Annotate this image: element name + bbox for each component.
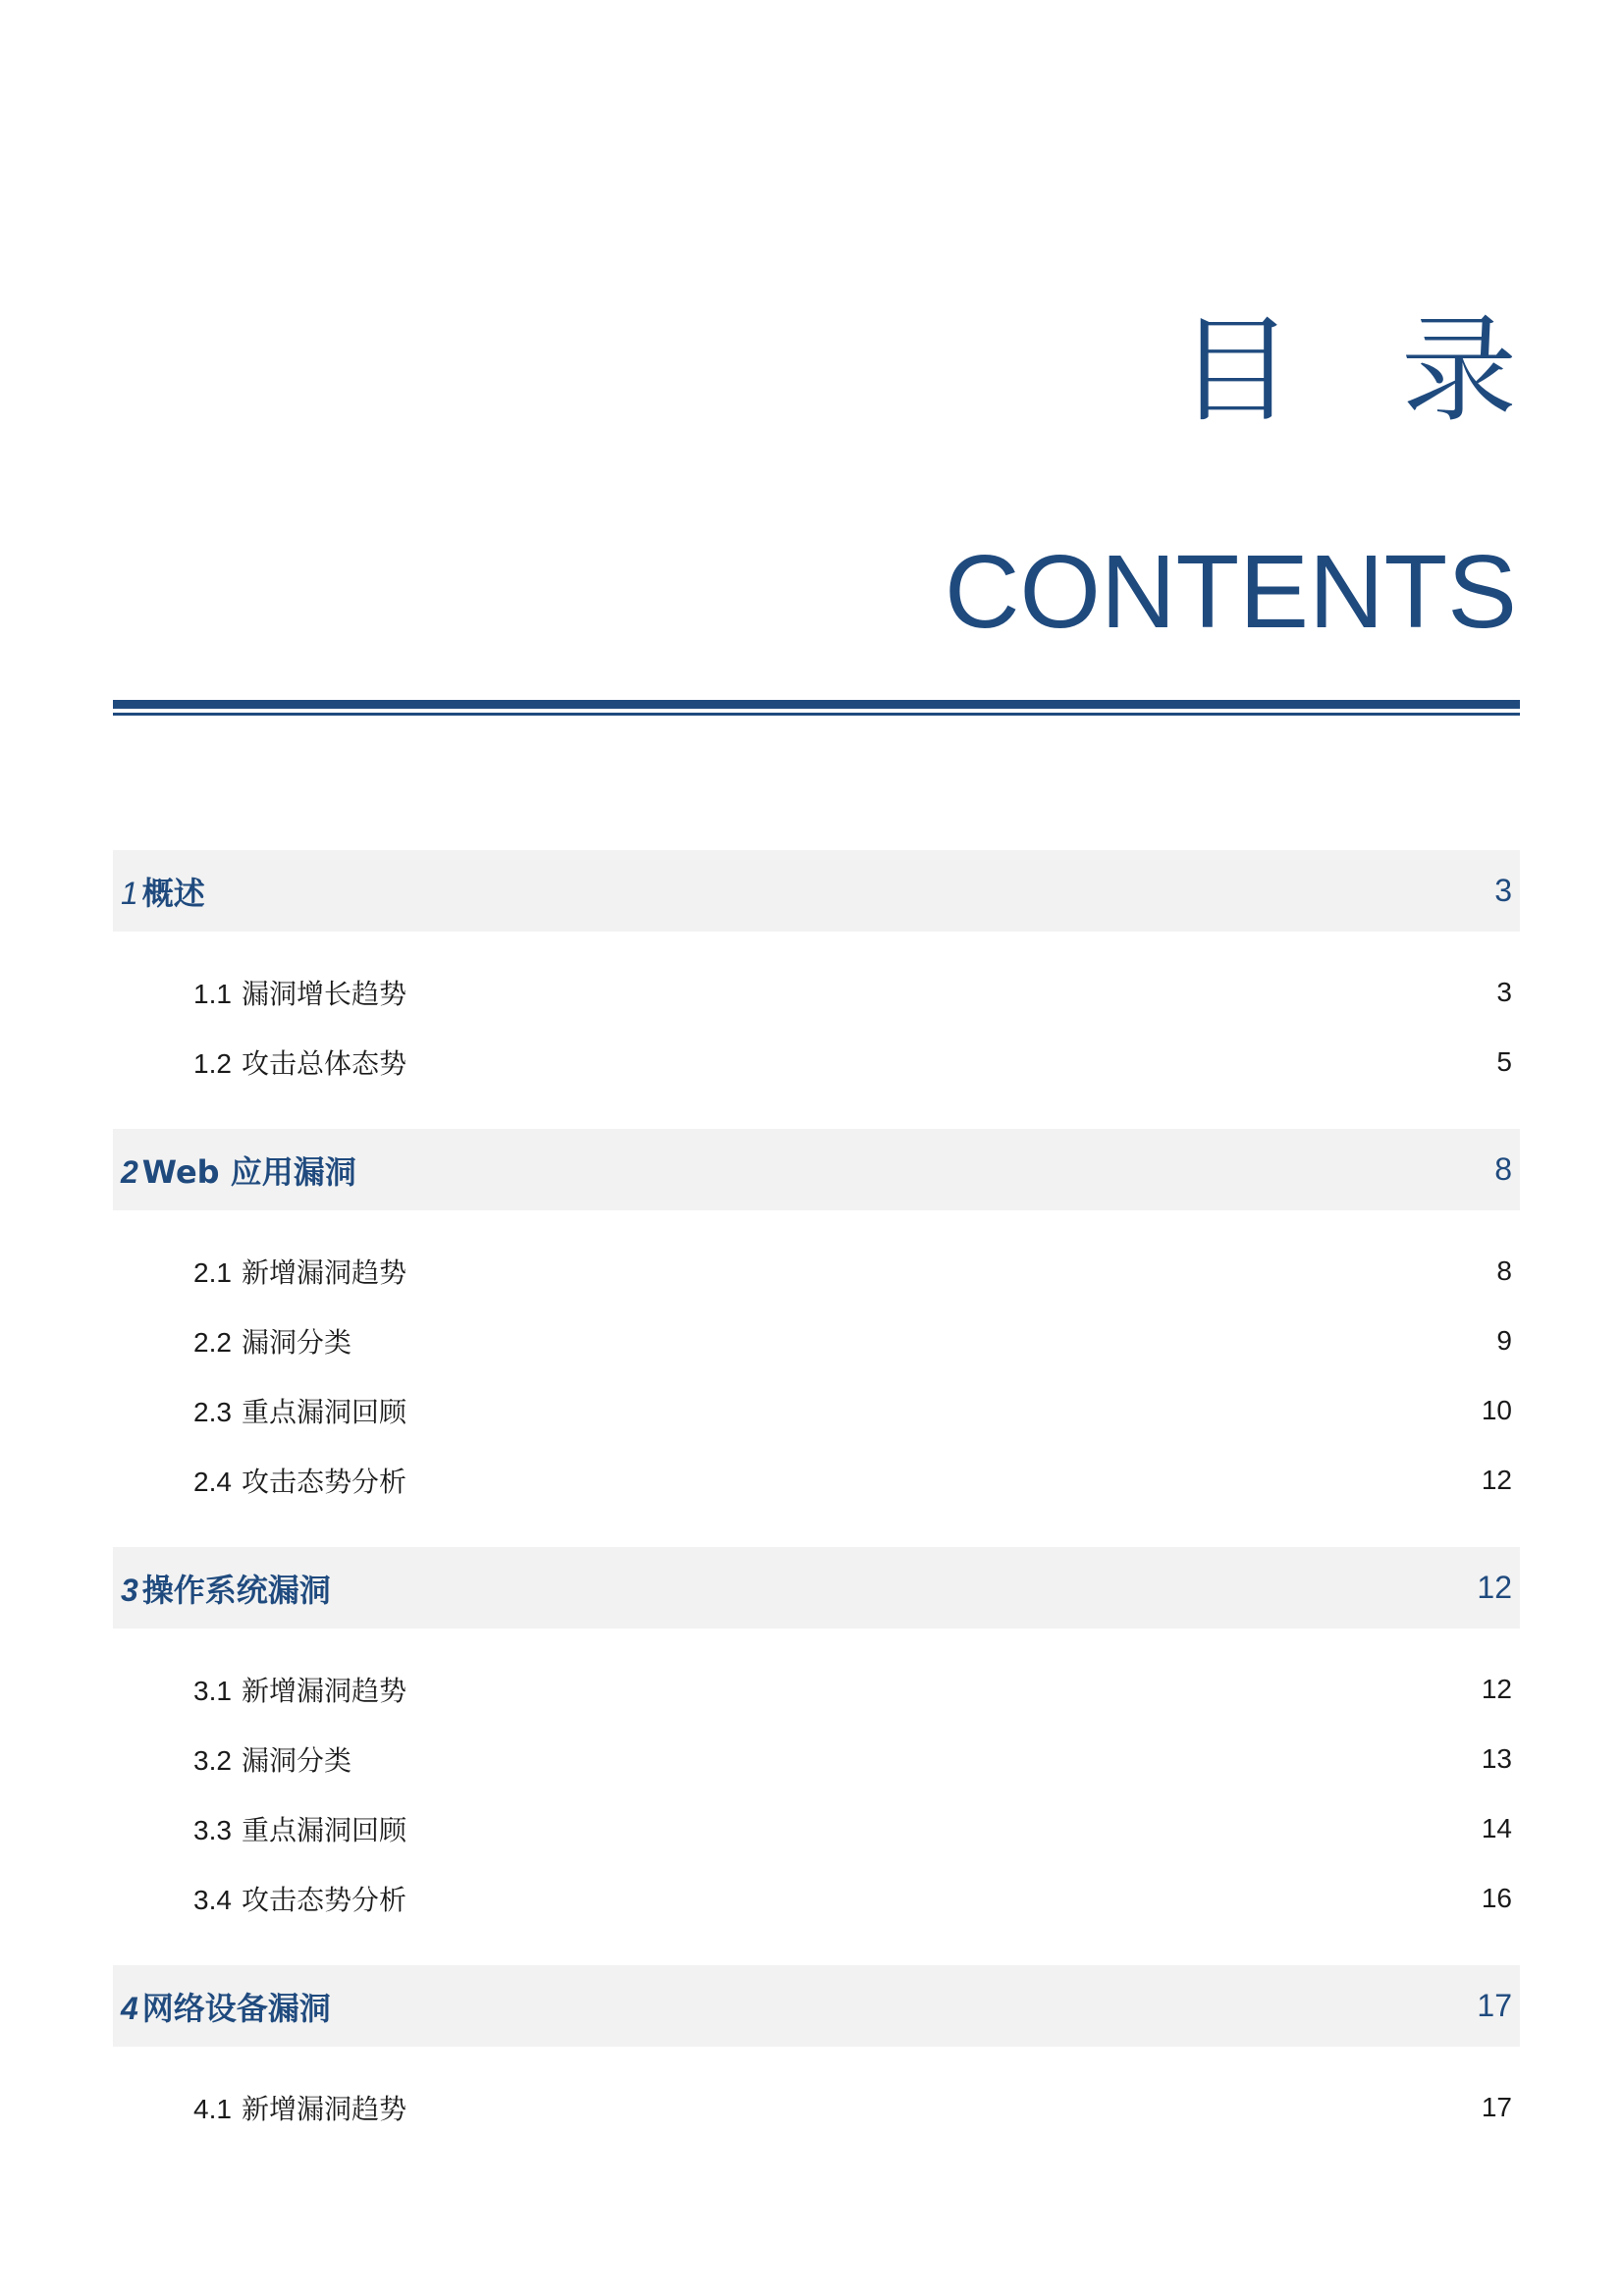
chapter-page-number: 3 [1494, 873, 1512, 908]
toc-section-4-1[interactable] [113, 2072, 1520, 2142]
section-heading [113, 2088, 406, 2127]
header-divider-thin [113, 713, 1520, 716]
section-title: 攻击态势分析 [241, 1465, 406, 1498]
toc-chapter-4[interactable] [113, 1965, 1520, 2047]
section-heading [113, 973, 406, 1012]
chapter-heading [113, 1984, 331, 2029]
toc-chapter-1[interactable] [113, 850, 1520, 932]
section-number: 1.2 [193, 1047, 232, 1079]
section-page-number: 14 [1481, 1812, 1512, 1843]
section-title: 漏洞分类 [241, 1743, 352, 1777]
section-title: 重点漏洞回顾 [241, 1813, 406, 1846]
chapter-heading [113, 1566, 331, 1611]
toc-section-3-1[interactable] [113, 1654, 1520, 1724]
toc-title-english: CONTENTS [945, 534, 1517, 650]
section-number: 2.3 [193, 1396, 232, 1427]
section-number: 4.1 [193, 2093, 232, 2124]
toc-chapter-2[interactable] [113, 1129, 1520, 1210]
toc-section-3-3[interactable] [113, 1793, 1520, 1863]
chapter-title: Web 应用漏洞 [141, 1152, 356, 1191]
section-page-number: 17 [1481, 2091, 1512, 2122]
toc-section-1-1[interactable] [113, 957, 1520, 1027]
section-page-number: 16 [1481, 1882, 1512, 1913]
toc-chapter-3[interactable] [113, 1547, 1520, 1629]
section-number: 3.3 [193, 1814, 232, 1845]
section-number: 2.4 [193, 1466, 232, 1497]
chapter-page-number: 12 [1477, 1570, 1512, 1605]
section-page-number: 5 [1496, 1045, 1512, 1077]
section-title: 重点漏洞回顾 [241, 1395, 406, 1428]
section-title: 攻击总体态势 [241, 1046, 406, 1080]
section-heading [113, 1879, 406, 1918]
section-title: 漏洞增长趋势 [241, 977, 406, 1010]
chapter-page-number: 17 [1477, 1988, 1512, 2023]
section-heading [113, 1391, 406, 1430]
section-page-number: 8 [1496, 1255, 1512, 1286]
section-page-number: 12 [1481, 1673, 1512, 1704]
chapter-heading [113, 869, 205, 914]
section-number: 3.2 [193, 1744, 232, 1776]
chapter-number: 1 [121, 875, 138, 911]
section-number: 3.4 [193, 1884, 232, 1915]
chapter-number: 3 [121, 1572, 138, 1608]
toc-section-3-2[interactable] [113, 1724, 1520, 1793]
section-number: 2.2 [193, 1326, 232, 1358]
section-heading [113, 1321, 352, 1361]
section-page-number: 3 [1496, 976, 1512, 1007]
section-heading [113, 1252, 406, 1291]
chapter-title: 操作系统漏洞 [141, 1571, 331, 1609]
section-number: 1.1 [193, 978, 232, 1009]
toc-title-chinese: 目 录 [1177, 302, 1552, 438]
section-number: 3.1 [193, 1675, 232, 1706]
section-page-number: 9 [1496, 1324, 1512, 1356]
section-heading [113, 1461, 406, 1500]
chapter-number: 2 [121, 1153, 138, 1190]
section-title: 新增漏洞趋势 [241, 1674, 406, 1707]
chapter-title: 网络设备漏洞 [141, 1989, 331, 2027]
chapter-number: 4 [121, 1990, 138, 2026]
header-divider-thick [113, 700, 1520, 709]
section-title: 攻击态势分析 [241, 1883, 406, 1916]
chapter-page-number: 8 [1494, 1151, 1512, 1187]
section-heading [113, 1739, 352, 1779]
toc-section-2-4[interactable] [113, 1445, 1520, 1515]
table-of-contents [113, 850, 1520, 2142]
chapter-title: 概述 [141, 874, 205, 912]
section-page-number: 12 [1481, 1464, 1512, 1495]
section-heading [113, 1809, 406, 1848]
section-title: 新增漏洞趋势 [241, 1255, 406, 1289]
section-heading [113, 1670, 406, 1709]
toc-section-2-2[interactable] [113, 1306, 1520, 1375]
section-page-number: 13 [1481, 1742, 1512, 1774]
section-number: 2.1 [193, 1256, 232, 1288]
section-title: 漏洞分类 [241, 1325, 352, 1359]
toc-section-2-1[interactable] [113, 1236, 1520, 1306]
section-page-number: 10 [1481, 1394, 1512, 1425]
chapter-heading [113, 1148, 356, 1193]
toc-section-3-4[interactable] [113, 1863, 1520, 1933]
toc-section-2-3[interactable] [113, 1375, 1520, 1445]
section-title: 新增漏洞趋势 [241, 2092, 406, 2125]
section-heading [113, 1042, 406, 1082]
toc-section-1-2[interactable] [113, 1027, 1520, 1096]
